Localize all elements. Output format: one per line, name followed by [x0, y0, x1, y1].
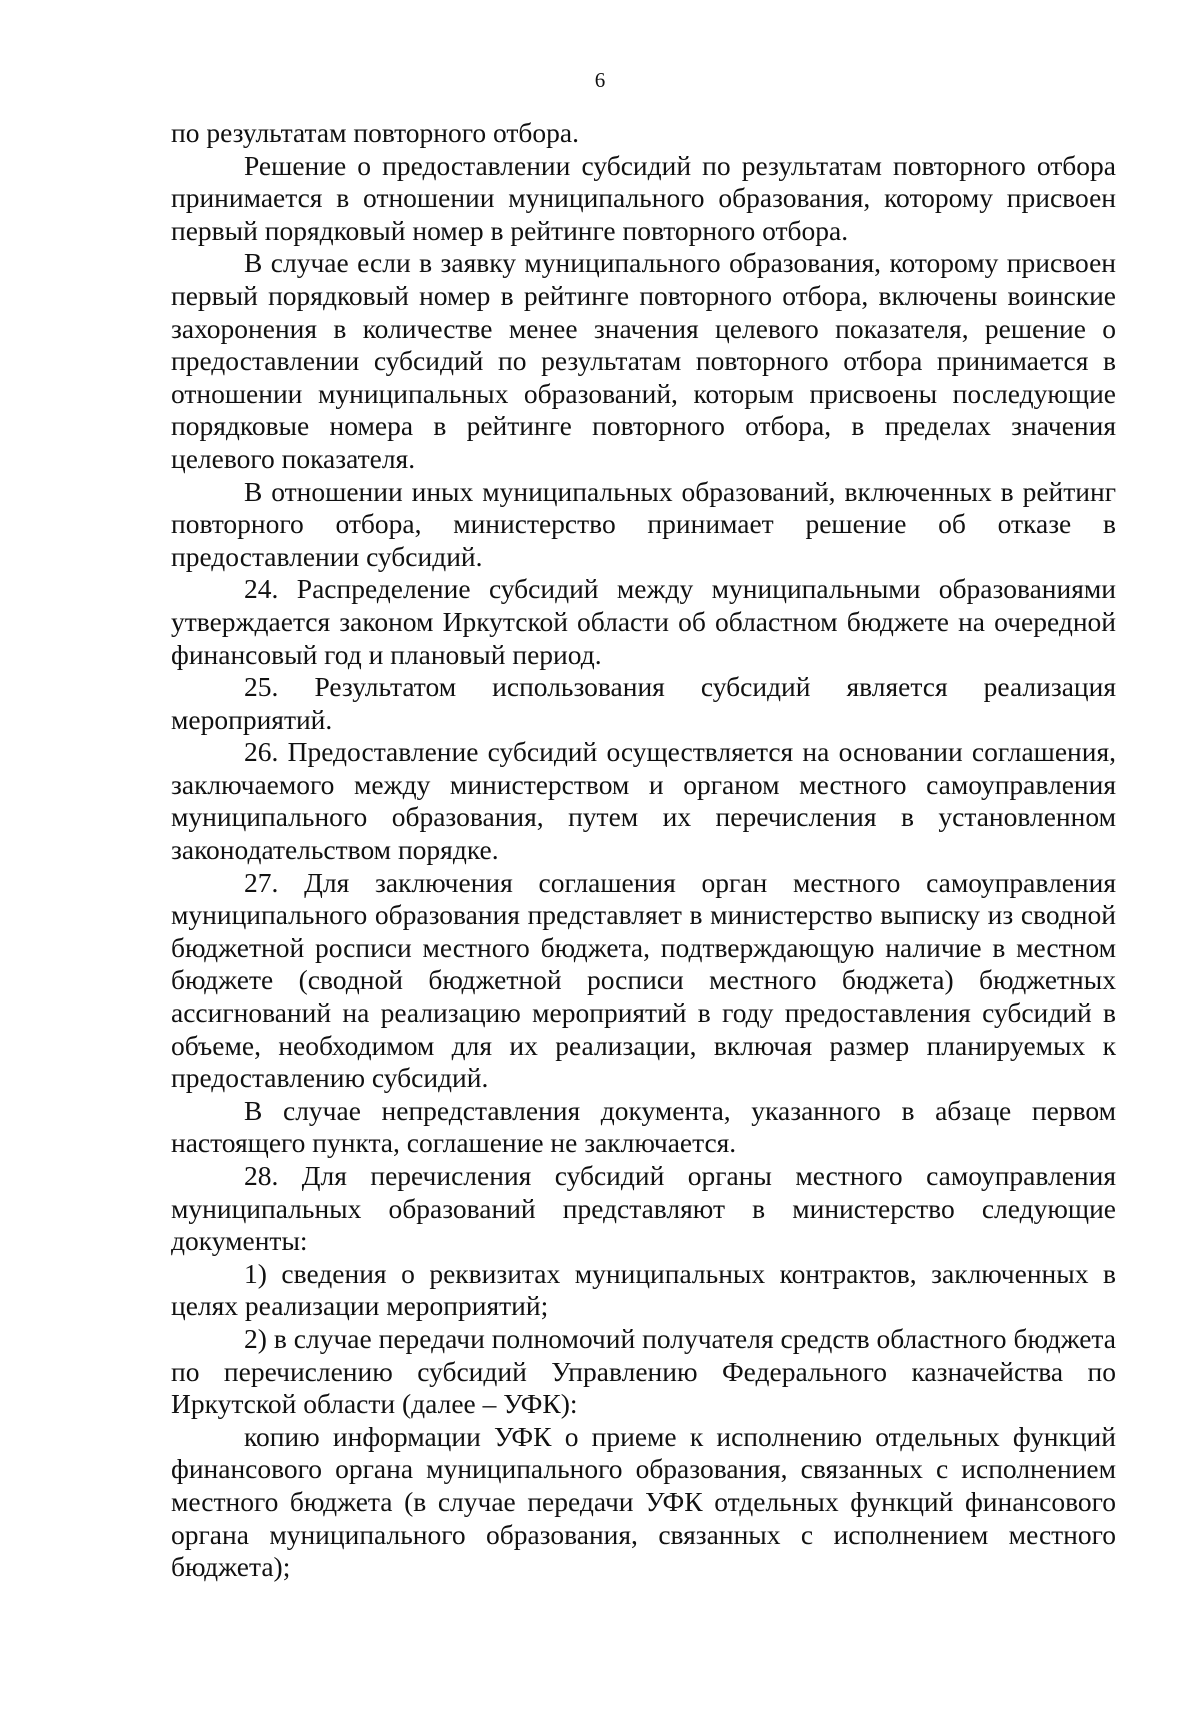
paragraph-item-27: 27. Для заключения соглашения орган местного самоуправления муниципального образования представляет в министерство выписку из сводной бюджетной росписи местного бюджета, подтверждающую наличие в местном бюджете (сводной бюджетной росписи местного бюджета) бюджетных ассигнований на реализацию мероприятий в году предоставления субсидий в объеме, необходимом для их реализации, включая размер планируемых к предоставлению субсидий. — [171, 866, 1116, 1094]
paragraph-subitem-2: 2) в случае передачи полномочий получателя средств областного бюджета по перечислению субсидий Управлению Федерального казначейства по Иркутской области (далее – УФК): — [171, 1322, 1116, 1420]
paragraph-no-agreement: В случае непредставления документа, указанного в абзаце первом настоящего пункта, соглашение не заключается. — [171, 1094, 1116, 1159]
page-number: 6 — [594, 68, 606, 92]
paragraph-refusal: В отношении иных муниципальных образований, включенных в рейтинг повторного отбора, министерство принимает решение об отказе в предоставлении субсидий. — [171, 475, 1116, 572]
paragraph-ufk-info-copy: копию информации УФК о приеме к исполнению отдельных функций финансового органа муниципального образования, связанных с исполнением местного бюджета (в случае передачи УФК отдельных функций финансового органа муниципального образования, связанных с исполнением местного бюджета); — [171, 1420, 1116, 1583]
paragraph-item-28: 28. Для перечисления субсидий органы местного самоуправления муниципальных образований представляют в министерство следующие документы: — [171, 1160, 1116, 1257]
paragraph-continuation: по результатам повторного отбора. — [171, 117, 579, 148]
paragraph-subitem-1: 1) сведения о реквизитах муниципальных контрактов, заключенных в целях реализации мероприятий; — [171, 1257, 1116, 1322]
paragraph-decision-repeat-selection: Решение о предоставлении субсидий по результатам повторного отбора принимается в отношении муниципального образования, которому присвоен первый порядковый номер в рейтинге повторного отбора. — [171, 149, 1116, 246]
paragraph-burial-count-case: В случае если в заявку муниципального образования, которому присвоен первый порядковый номер в рейтинге повторного отбора, включены воинские захоронения в количестве менее значения целевого показателя, решение о предоставлении субсидий по результатам повторного отбора принимается в отношении муниципальных образований, которым присвоены последующие порядковые номера в рейтинге повторного отбора, в пределах значения целевого показателя. — [171, 247, 1116, 474]
paragraph-item-24: 24. Распределение субсидий между муниципальными образованиями утверждается законом Иркутской области об областном бюджете на очередной финансовый год и плановый период. — [171, 573, 1116, 670]
paragraph-item-25: 25. Результатом использования субсидий является реализация мероприятий. — [171, 671, 1116, 735]
paragraph-item-26: 26. Предоставление субсидий осуществляется на основании соглашения, заключаемого между министерством и органом местного самоуправления муниципального образования, путем их перечисления в установленном законодательством порядке. — [171, 736, 1116, 866]
document-body — [171, 117, 1116, 1584]
